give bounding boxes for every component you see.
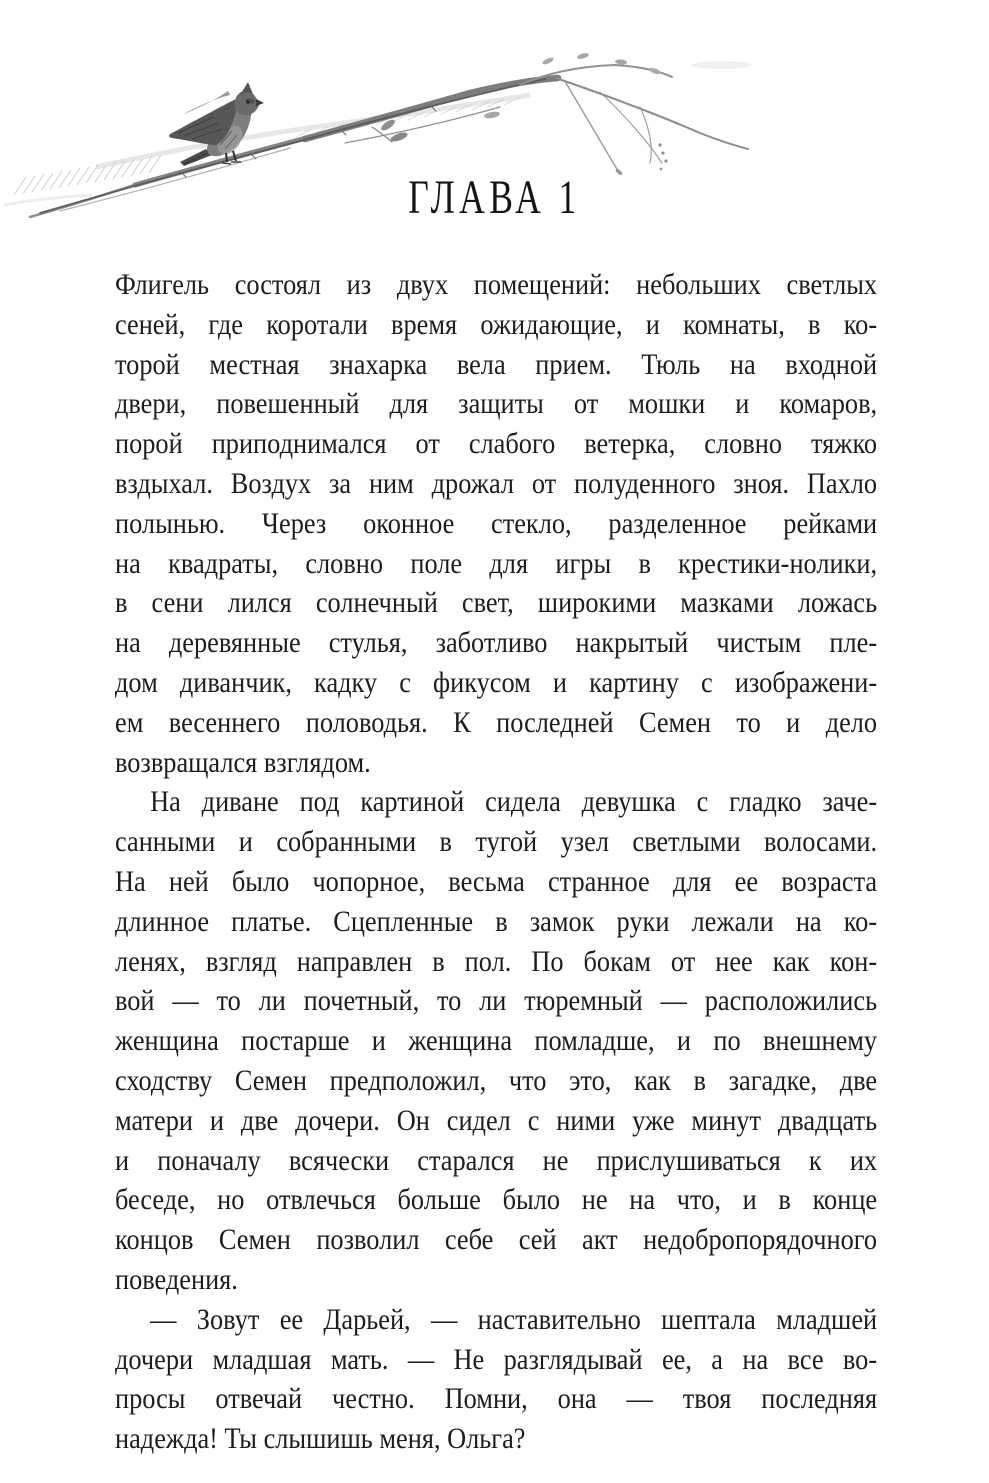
- text-line: и поначалу всячески старался не прислушиваться к их: [115, 1143, 878, 1177]
- text-line: женщина постарше и женщина помладше, и по внешнему: [115, 1024, 878, 1058]
- text-line: дочери младшая мать. — Не разглядывай ее, а на все во-: [115, 1342, 878, 1376]
- text-line: на квадраты, словно поле для игры в крестики-нолики,: [115, 546, 878, 580]
- paragraph: [115, 782, 877, 1299]
- background-branch: [96, 95, 530, 167]
- text-line: ленях, взгляд направлен в пол. По бокам от нее как кон-: [115, 944, 878, 978]
- text-line: санными и собранными в тугой узел светлыми волосами.: [115, 825, 878, 859]
- text-line: На диване под картиной сидела девушка с гладко заче-: [150, 785, 878, 819]
- text-line: просы отвечай честно. Помни, она — твоя последняя: [115, 1382, 878, 1416]
- text-line: дом диванчик, кадку с фикусом и картину с изображени-: [115, 665, 878, 699]
- text-line: полынью. Через оконное стекло, разделенное рейками: [115, 506, 878, 540]
- text-line: беседе, но отвлечься больше было не на что, и в конце: [115, 1183, 878, 1217]
- text-line: сходству Семен предположил, что это, как в загадке, две: [115, 1063, 878, 1097]
- bird-eye: [246, 100, 249, 103]
- chapter-title-text: ГЛАВА 1: [408, 171, 581, 224]
- text-line: вздыхал. Воздух за ним дрожал от полуденного зноя. Пахло: [115, 466, 878, 500]
- text-line: концов Семен позволил себе сей акт недобропорядочного: [115, 1223, 878, 1257]
- faint-smudge: [692, 61, 752, 69]
- text-line: поведения.: [115, 1262, 238, 1296]
- text-line: двери, повешенный для защиты от мошки и комаров,: [115, 387, 878, 421]
- text-line: Флигель состоял из двух помещений: небольших светлых: [115, 268, 878, 301]
- paragraph: [115, 265, 877, 782]
- text-line: На ней было чопорное, весьма странное для ее возраста: [115, 864, 878, 898]
- text-line: матери и две дочери. Он сидел с ними уже минут двадцать: [115, 1103, 878, 1137]
- text-line: — Зовут ее Дарьей, — наставительно шептала младшей: [150, 1302, 878, 1336]
- text-line: надежда! Ты слышишь меня, Ольга?: [115, 1422, 526, 1456]
- bird-beak: [256, 99, 264, 106]
- text-line: возвращался взглядом.: [115, 745, 371, 779]
- text-line: порой приподнимался от слабого ветерка, словно тяжко: [115, 427, 878, 461]
- text-line: в сени лился солнечный свет, широкими мазками ложась: [115, 586, 878, 620]
- text-line: торой местная знахарка вела прием. Тюль на входной: [115, 347, 878, 381]
- text-line: на деревянные стулья, заботливо накрытый чистым пле-: [115, 626, 878, 660]
- text-line: длинное платье. Сцепленные в замок руки лежали на ко-: [115, 904, 878, 938]
- body-text: [115, 265, 877, 1459]
- text-line: ем весеннего половодья. К последней Семен то и дело: [115, 705, 878, 739]
- text-line: вой — то ли почетный, то ли тюремный — расположились: [115, 984, 878, 1018]
- text-line: сеней, где коротали время ожидающие, и комнаты, в ко-: [115, 307, 878, 341]
- chapter-title: [0, 171, 989, 224]
- paragraph: [115, 1300, 877, 1459]
